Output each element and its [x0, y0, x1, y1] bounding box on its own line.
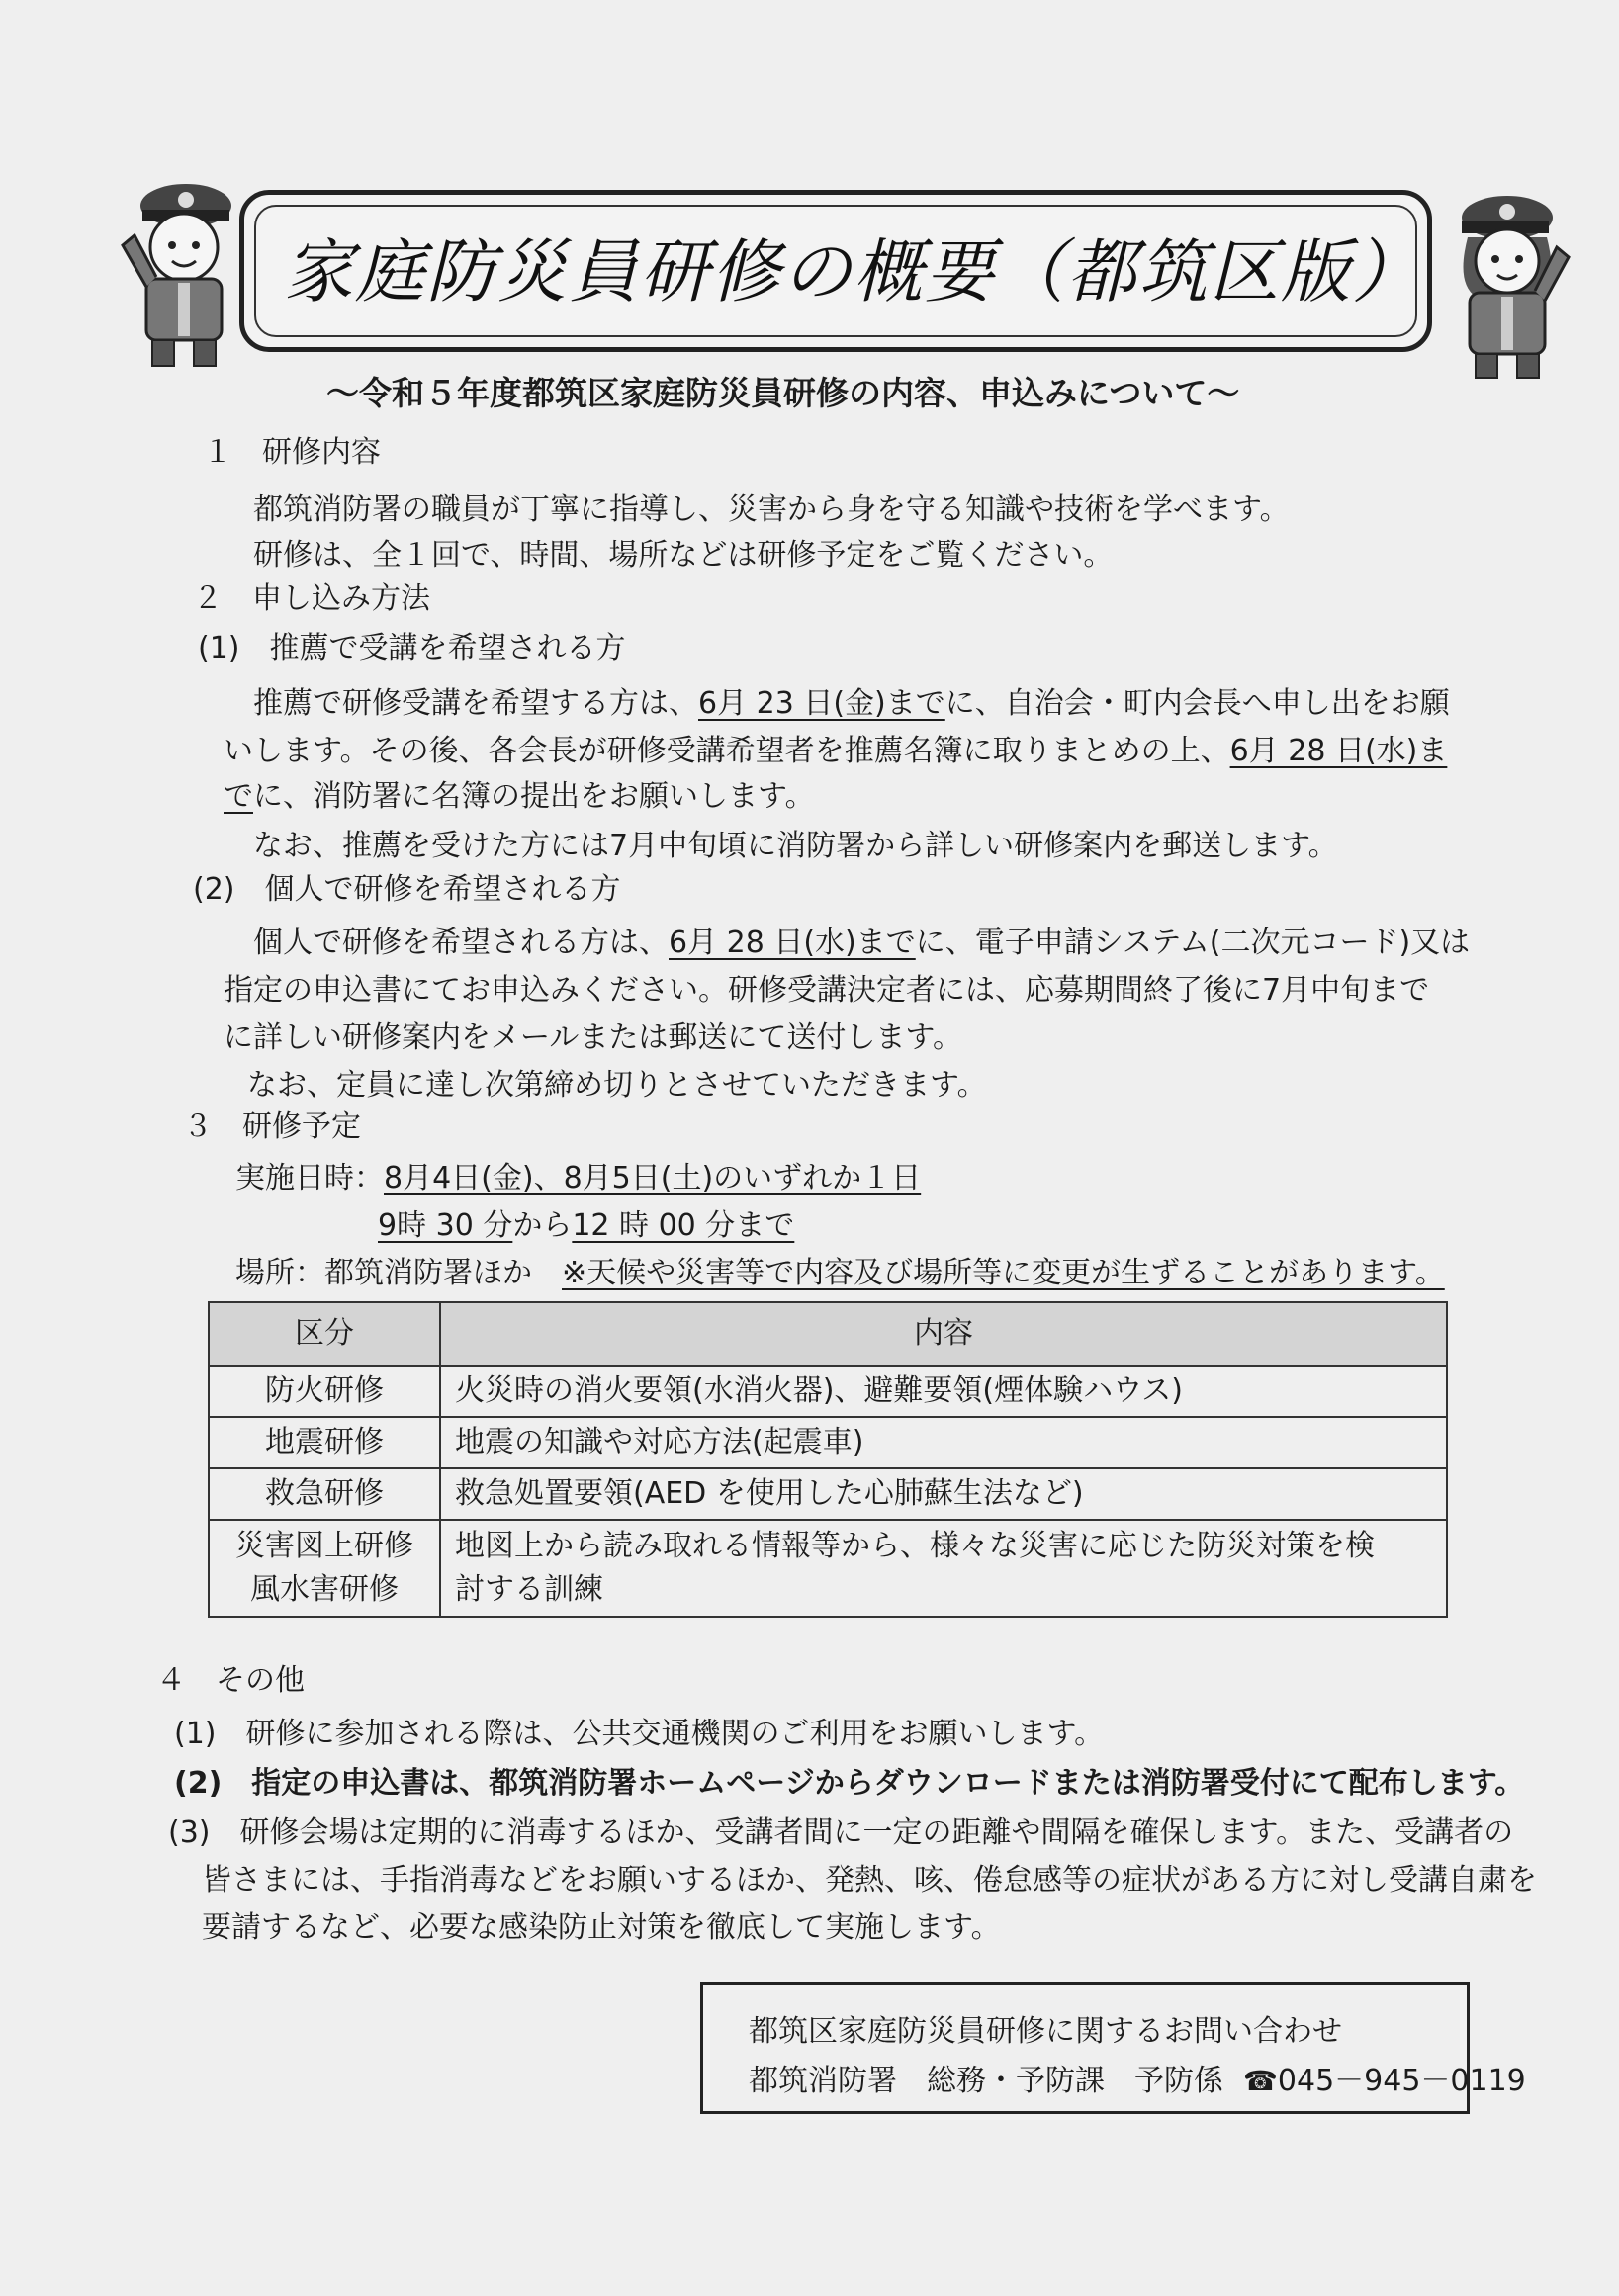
- section4-item2: (2) 指定の申込書は、都筑消防署ホームページからダウンロードまたは消防署受付にて配布します。: [174, 1766, 1525, 1801]
- table-cell-category: 防火研修: [209, 1366, 440, 1417]
- firefighter-mascot-left-icon: [117, 176, 245, 370]
- section2-sub1-heading: (1) 推薦で受講を希望される方: [198, 631, 626, 665]
- section2-sub2-heading: (2) 個人で研修を希望される方: [193, 872, 621, 907]
- training-schedule-table: [208, 1301, 1448, 1618]
- table-cell-content: 地震の知識や対応方法(起震車): [440, 1417, 1447, 1468]
- section2-sub1-line3: でに、消防署に名簿の提出をお願いします。: [224, 779, 815, 814]
- contact-box: [700, 1982, 1526, 2114]
- table-cell-content: 地図上から読み取れる情報等から、様々な災害に応じた防災対策を検 討する訓練: [440, 1520, 1447, 1617]
- table-row: [209, 1366, 1447, 1417]
- section1-line: 研修は、全１回で、時間、場所などは研修予定をご覧ください。: [253, 538, 1114, 573]
- table-cell-category: 災害図上研修 風水害研修: [209, 1520, 440, 1617]
- section4-item3-line2: 皆さまには、手指消毒などをお願いするほか、発熱、咳、倦怠感等の症状がある方に対し受講自粛を: [202, 1863, 1537, 1898]
- table-header-category: 区分: [209, 1302, 440, 1366]
- table-row: [209, 1468, 1447, 1520]
- page-title: 家庭防災員研修の概要（都筑区版）: [284, 231, 1423, 312]
- table-cell-content: 救急処置要領(AED を使用した心肺蘇生法など): [440, 1468, 1447, 1520]
- table-header-row: [209, 1302, 1447, 1366]
- section4-item1: (1) 研修に参加される際は、公共交通機関のご利用をお願いします。: [174, 1717, 1105, 1751]
- section4-item3-line1: (3) 研修会場は定期的に消毒するほか、受講者間に一定の距離や間隔を確保します。また、受講者の: [168, 1815, 1514, 1850]
- schedule-time: 9時 30 分から12 時 00 分まで: [378, 1208, 795, 1243]
- section2-sub1-line2: いします。その後、各会長が研修受講希望者を推薦名簿に取りまとめの上、6月 28 日(水)ま: [224, 734, 1448, 768]
- table-cell-category: 救急研修: [209, 1468, 440, 1520]
- contact-details: [749, 2056, 1526, 2099]
- section4-item3-line3: 要請するなど、必要な感染防止対策を徹底して実施します。: [202, 1910, 1001, 1945]
- change-notice: ※天候や災害等で内容及び場所等に変更が生ずることがあります。: [562, 1256, 1445, 1290]
- firefighter-mascot-right-icon: [1446, 188, 1574, 382]
- section2-sub2-line2: 指定の申込書にてお申込みください。研修受講決定者には、応募期間終了後に7月中旬まで: [224, 973, 1430, 1008]
- title-frame: [239, 190, 1432, 352]
- page-subtitle: ～令和５年度都筑区家庭防災員研修の内容、申込みについて～: [326, 374, 1240, 412]
- section4-heading: ４ その他: [156, 1663, 305, 1698]
- section2-sub1-line1: 推薦で研修受講を希望する方は、6月 23 日(金)までに、自治会・町内会長へ申し出をお願: [253, 686, 1450, 721]
- deadline-recommend-2: 6月 28 日(水)ま: [1229, 734, 1448, 768]
- telephone-icon: ☎: [1243, 2065, 1278, 2097]
- deadline-recommend-1: 6月 23 日(金)まで: [698, 686, 945, 721]
- section2-sub2-line4: なお、定員に達し次第締め切りとさせていただきます。: [247, 1068, 987, 1103]
- section1-heading: １ 研修内容: [203, 435, 381, 470]
- table-cell-category: 地震研修: [209, 1417, 440, 1468]
- section2-sub2-line3: に詳しい研修案内をメールまたは郵送にて送付します。: [224, 1020, 962, 1055]
- section1-line: 都筑消防署の職員が丁寧に指導し、災害から身を守る知識や技術を学べます。: [253, 492, 1290, 527]
- contact-department: 都筑消防署 総務・予防課 予防係: [749, 2064, 1223, 2098]
- deadline-individual: 6月 28 日(水)まで: [669, 926, 916, 960]
- table-header-content: 内容: [440, 1302, 1447, 1366]
- table-cell-content: 火災時の消火要領(水消火器)、避難要領(煙体験ハウス): [440, 1366, 1447, 1417]
- table-row: [209, 1417, 1447, 1468]
- contact-heading: 都筑区家庭防災員研修に関するお問い合わせ: [749, 2014, 1342, 2049]
- schedule-place: 場所：都筑消防署ほか ※天候や災害等で内容及び場所等に変更が生ずることがあります。: [235, 1256, 1445, 1290]
- section2-sub2-line1: 個人で研修を希望される方は、6月 28 日(水)までに、電子申請システム(二次元コード)又は: [253, 926, 1471, 960]
- table-row: [209, 1520, 1447, 1617]
- section2-sub1-line4: なお、推薦を受けた方には7月中旬頃に消防署から詳しい研修案内を郵送します。: [253, 829, 1338, 863]
- section2-heading: ２ 申し込み方法: [193, 581, 430, 616]
- contact-phone: 045－945－0119: [1277, 2064, 1526, 2098]
- schedule-date: 実施日時：8月4日(金)、8月5日(土)のいずれか１日: [235, 1161, 922, 1195]
- section3-heading: ３ 研修予定: [183, 1109, 361, 1144]
